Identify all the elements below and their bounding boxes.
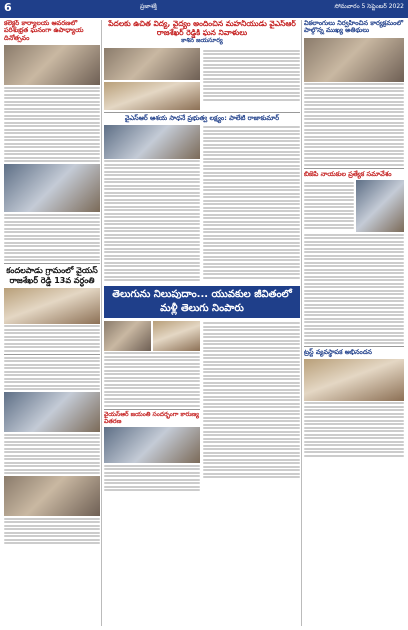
news-photo (4, 392, 100, 432)
article-body (304, 180, 354, 232)
article-body (4, 214, 100, 262)
article-body (304, 83, 404, 166)
article-body (104, 465, 200, 492)
column-right (304, 20, 404, 458)
page-date: సోమవారం 5 సెప్టెంబర్ 2022 (334, 3, 404, 10)
headline-ysr-goal: వైఎస్ఆర్ ఆశయ సాధనే ప్రభుత్వ లక్ష్యం: పాలేటి రాజాకుమార్ (124, 114, 280, 123)
news-photo (4, 288, 100, 324)
page-number: 6 (4, 1, 12, 14)
headline-telugu-banner: తెలుగును నిలుపుదాం... యువకుల జీవితంలో మళ్లీ తెలుగు నింపారు (104, 286, 300, 318)
headline-collector-teachers-day: కలెక్టర్ కార్యాలయ ఆవరణలో పరిశుభ్రత ఘనంగా ఉపాధ్యాయ దినోత్సవం (4, 20, 84, 42)
subheadline: కాశిన జయసూర్య (181, 37, 223, 45)
article-body (104, 160, 200, 281)
article-body (4, 357, 100, 391)
article-body (304, 234, 404, 345)
news-photo (304, 38, 404, 82)
headline-trust-founder: ట్రస్ట్ వ్యవస్థాపక అభినందన (304, 348, 372, 357)
column-center (104, 20, 300, 493)
news-photo (4, 45, 100, 85)
news-photo (304, 359, 404, 401)
article-body (4, 87, 100, 163)
news-photo (104, 125, 200, 159)
headline-ysr-tribute: పేదలకు ఉచిత విద్య, వైద్యం అందించిన మహనీయుడు వైఎస్ఆర్ రాజశేఖర్ రెడ్డికి ఘన నివాళులు (108, 20, 296, 37)
article-body (304, 402, 404, 457)
article-body (203, 321, 300, 493)
column-left (4, 20, 100, 546)
article-body (203, 48, 300, 110)
article-body (203, 125, 300, 283)
headline-ysr-anniversary: కందలపాడు గ్రామంలో వైయస్ రాజశేఖర్ రెడ్డి 13వ వర్ధంతి (6, 266, 98, 285)
news-photo (104, 82, 200, 110)
page-header (0, 0, 408, 18)
news-photo (104, 48, 200, 80)
column-divider (101, 20, 102, 626)
article-body (104, 352, 200, 407)
news-photo (104, 321, 151, 351)
column-divider (301, 20, 302, 626)
article-body (4, 325, 100, 352)
news-photo (153, 321, 200, 351)
headline-ysr-charity: వైయస్ఆర్ జయంతి సందర్భంగా కారుణ్య వితరణ (104, 410, 199, 425)
news-photo (356, 180, 404, 232)
headline-disabled-event: వికలాంగులు నిర్వహించిన కార్యక్రమంలో పాల్గొన్న ముఖ్య అతిథులు (304, 20, 404, 35)
news-photo (4, 164, 100, 212)
headline-bjp-meeting: బిజెపి నాయకుల ప్రత్యేక సమావేశం (304, 169, 392, 178)
article-body (4, 434, 100, 475)
news-photo (4, 476, 100, 516)
article-body (4, 518, 100, 545)
masthead-text: ప్రజాశక్తి (140, 3, 157, 10)
news-photo (104, 427, 200, 463)
